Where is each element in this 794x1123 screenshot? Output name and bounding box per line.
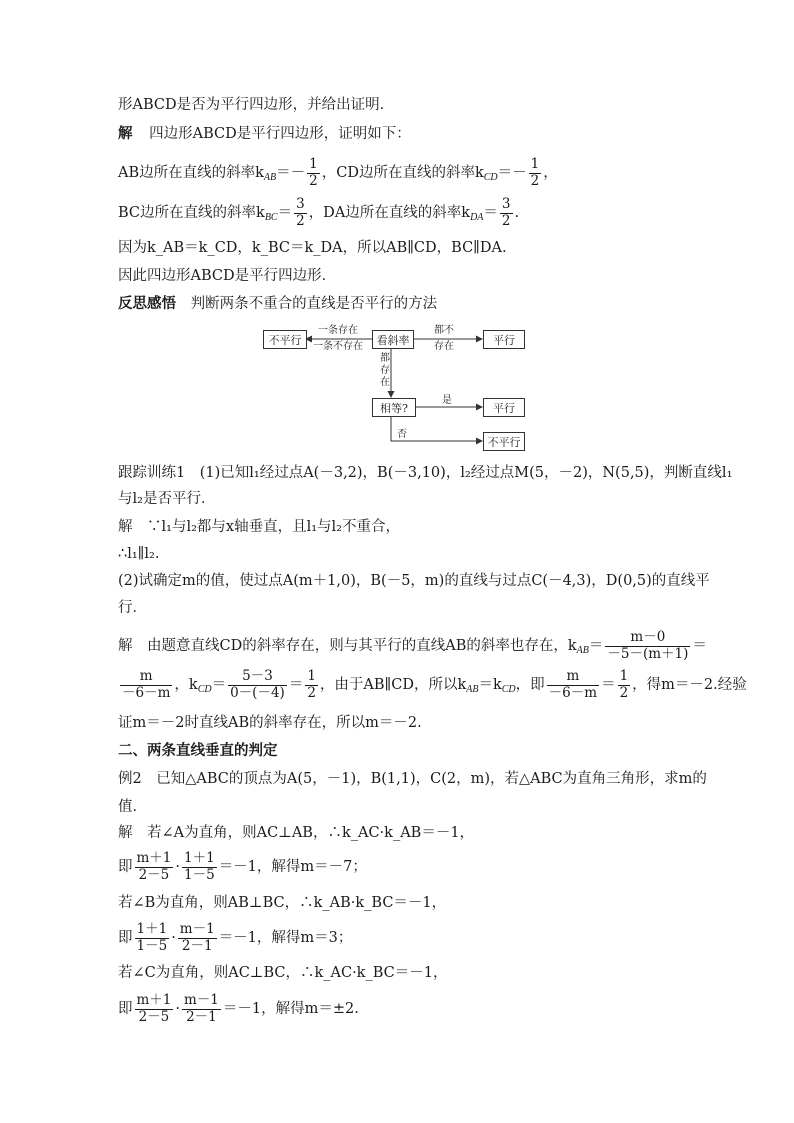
- subscript: AB: [466, 684, 479, 695]
- fraction: $\frac{5-3}{0-(-4)}$: [230, 668, 285, 701]
- text: ，得m＝－2.经验: [632, 677, 747, 693]
- equation-line: [118, 994, 359, 1024]
- text: ＝: [692, 638, 707, 654]
- text: ＝: [588, 638, 604, 654]
- text-line: 若∠B为直角，则AB⊥BC，∴k_AB·k_BC＝－1，: [118, 895, 447, 911]
- fraction: $\frac{3}{2}$: [296, 196, 305, 229]
- label-one-not-exists: 一条不存在: [313, 341, 363, 352]
- text: ＝－1，解得m＝－7；: [218, 859, 367, 875]
- fraction: $\frac{1}{2}$: [619, 668, 629, 701]
- text-line: 跟踪训练1 (1)已知l₁经过点A(－3,2)，B(－3,10)，l₂经过点M(5，－2)，N(5,5)，判断直线l₁: [118, 465, 733, 481]
- text: 四边形ABCD是平行四边形，证明如下：: [149, 126, 411, 142]
- label-no: 否: [397, 429, 407, 440]
- label-both-exist-1: 都: [380, 353, 390, 364]
- text: ，CD边所在直线的斜率k: [321, 165, 484, 181]
- text-line: ∴l₁∥l₂.: [118, 546, 160, 562]
- label-yes: 是: [442, 395, 452, 406]
- text-line: 值．: [118, 799, 147, 815]
- text-line: 与l₂是否平行．: [118, 491, 216, 507]
- section-heading: 二、两条直线垂直的判定: [118, 742, 278, 759]
- slope-line-ab: [118, 631, 707, 661]
- fraction: $\frac{1+1}{1-5}$: [136, 921, 168, 954]
- text-line: 形ABCD是否为平行四边形，并给出证明．: [118, 97, 395, 113]
- text: 即: [118, 930, 133, 946]
- text: 解 由题意直线CD的斜率存在，则与其平行的直线AB的斜率也存在，k: [118, 638, 577, 654]
- text: 即: [118, 859, 133, 875]
- fraction: $\frac{3}{2}$: [501, 196, 511, 229]
- text: ＝－1，解得m＝±2.: [222, 1001, 359, 1017]
- subscript: BC: [264, 212, 278, 223]
- text: ＝: [211, 677, 227, 693]
- fraction: $\frac{1+1}{1-5}$: [184, 850, 215, 883]
- solution-label: 解: [118, 125, 133, 142]
- box-equal: 相等?: [372, 398, 416, 417]
- text-line: (2)试确定m的值，使过点A(m＋1,0)，B(－5，m)的直线与过点C(－4,3)，D(0,5)的直线平: [118, 573, 710, 589]
- fraction: $\frac{1}{2}$: [530, 156, 540, 189]
- label-both-exist-3: 在: [380, 377, 390, 388]
- text: ·: [175, 1001, 180, 1017]
- text: ，: [543, 165, 558, 181]
- label-one-exists: 一条存在: [318, 325, 358, 336]
- text: 即: [118, 1001, 133, 1017]
- text-line: 解 若∠A为直角，则AC⊥AB，∴k_AC·k_AB＝－1，: [118, 825, 475, 841]
- text: ，DA边所在直线的斜率k: [308, 205, 471, 221]
- subscript: AB: [576, 645, 589, 656]
- fraction: $\frac{m-0}{-5-(m+1)}$: [607, 629, 689, 662]
- text: ＝: [277, 205, 293, 221]
- text: ，即: [515, 677, 545, 693]
- label-both-exist-2: 存: [380, 365, 390, 376]
- text: ，由于AB∥CD，所以k: [319, 677, 467, 693]
- subscript: AB: [263, 172, 277, 183]
- text: .: [514, 205, 520, 221]
- fraction: $\frac{m+1}{2-5}$: [136, 850, 172, 883]
- text-line: 因此四边形ABCD是平行四边形．: [118, 268, 337, 284]
- text-line: 证m＝－2时直线AB的斜率存在，所以m＝－2.: [118, 715, 422, 731]
- equation-line: [118, 852, 367, 882]
- text-line: 例2 已知△ABC的顶点为A(5，－1)，B(1,1)，C(2，m)，若△ABC为直角三角形，求m的: [118, 771, 707, 787]
- text: ·: [171, 930, 176, 946]
- text: BC边所在直线的斜率k: [118, 205, 265, 221]
- label-both-not: 都不: [434, 325, 454, 336]
- text-line: 解 ∵l₁与l₂都与x轴垂直，且l₁与l₂不重合，: [118, 519, 400, 535]
- fraction: $\frac{m-1}{2-1}$: [179, 921, 215, 954]
- box-parallel-2: 平行: [483, 398, 525, 417]
- text: 判断两条不重合的直线是否平行的方法: [190, 296, 438, 312]
- equation-line: [118, 923, 352, 953]
- text: ＝－: [276, 165, 306, 181]
- fraction: $\frac{m}{-6-m}$: [122, 668, 171, 701]
- subscript: DA: [470, 212, 484, 223]
- text: ＝－: [497, 165, 527, 181]
- box-not-parallel: 不平行: [263, 330, 307, 349]
- subscript: CD: [483, 172, 498, 183]
- fraction: $\frac{m}{-6-m}$: [548, 668, 598, 701]
- text: ＝k: [478, 677, 502, 693]
- reflection-label: 反思感悟: [118, 295, 176, 312]
- fraction: $\frac{m+1}{2-5}$: [136, 992, 172, 1025]
- fraction: $\frac{1}{2}$: [309, 156, 318, 189]
- subscript: CD: [501, 684, 516, 695]
- box-parallel: 平行: [483, 330, 525, 349]
- text-line: 若∠C为直角，则AC⊥BC，∴k_AC·k_BC＝－1，: [118, 965, 448, 981]
- box-not-parallel-2: 不平行: [483, 432, 525, 451]
- text: ＝: [483, 205, 498, 221]
- text: AB边所在直线的斜率k: [118, 165, 264, 181]
- text: ＝: [601, 677, 616, 693]
- slope-line-cd: [118, 670, 747, 700]
- subscript: CD: [197, 684, 212, 695]
- text: ＝－1，解得m＝3；: [218, 930, 353, 946]
- text: ＝: [288, 677, 304, 693]
- label-exist: 存在: [434, 341, 454, 352]
- box-check-slope: 看斜率: [372, 330, 414, 349]
- text: ，k: [174, 677, 198, 693]
- text: ·: [175, 859, 180, 875]
- text-line: 行．: [118, 600, 147, 616]
- fraction: $\frac{1}{2}$: [307, 668, 316, 701]
- fraction: $\frac{m-1}{2-1}$: [184, 992, 219, 1025]
- text-line: 因为k_AB＝k_CD，k_BC＝k_DA，所以AB∥CD，BC∥DA.: [118, 240, 507, 256]
